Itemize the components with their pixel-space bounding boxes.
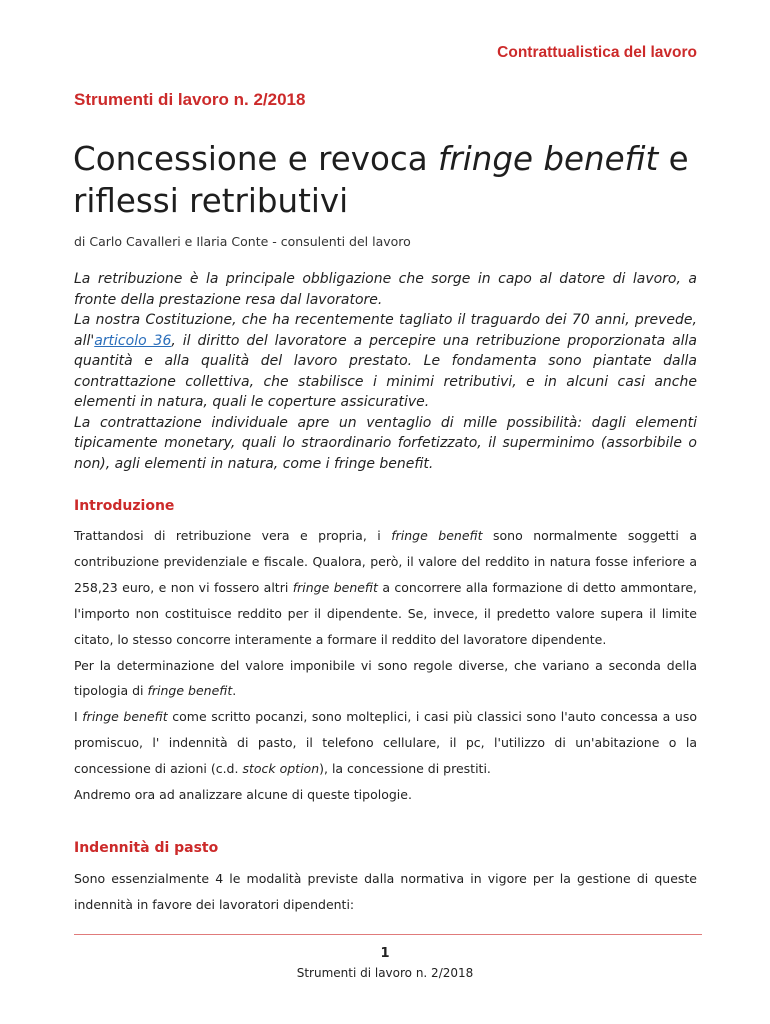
section-label: Contrattualistica del lavoro	[497, 44, 697, 61]
page-title: Concessione e revoca fringe benefit e riflessi retributivi	[73, 140, 689, 220]
paragraph: Per la determinazione del valore imponibile vi sono regole diverse, che variano a seconda della tipologia di fringe benefit.	[74, 657, 697, 699]
page-number: 1	[380, 946, 390, 961]
paragraph: Sono essenzialmente 4 le modalità previste dalla normativa in vigore per la gestione di queste indennità in favore dei lavoratori dipendenti:	[74, 871, 697, 912]
abstract-paragraph: La nostra Costituzione, che ha recentemente tagliato il traguardo dei 70 anni, prevede, all'articolo 36, il diritto del lavoratore a percepire una retribuzione proporzionata alla quantità e alla qualità del lavoro prestato. Le fondamenta sono piantate dalla contrattazione collettiva, che stabilisce i minimi retributivi, e in alcuni casi anche elementi in natura, quali le coperture assicurative.	[74, 312, 698, 410]
paragraph: Andremo ora ad analizzare alcune di queste tipologie.	[74, 787, 412, 803]
paragraph: Trattandosi di retribuzione vera e propria, i fringe benefit sono normalmente soggetti a contribuzione previdenziale e fiscale. Qualora, però, il valore del reddito in natura fosse inferiore a 258,23 euro, e non vi fossero altri fringe benefit a concorrere alla formazione di detto ammontare, l'importo non costituisce reddito per il dipendente. Se, invece, il predetto valore supera il limite citato, lo stesso concorre interamente a formare il reddito del lavoratore dipendente.	[74, 528, 697, 647]
abstract-paragraph: La retribuzione è la principale obbligazione che sorge in capo al datore di lavoro, a fronte della prestazione resa dal lavoratore.	[74, 271, 697, 308]
authors: di Carlo Cavalleri e Ilaria Conte - consulenti del lavoro	[74, 234, 411, 249]
intro-body	[74, 523, 697, 808]
meal-body	[74, 866, 697, 918]
abstract	[74, 269, 697, 474]
paragraph: I fringe benefit come scritto pocanzi, sono molteplici, i casi più classici sono l'auto concessa a uso promiscuo, l' indennità di pasto, il telefono cellulare, il pc, l'utilizzo di un'abitazione o la concessione di azioni (c.d. stock option), la concessione di prestiti.	[74, 709, 697, 777]
meal-heading: Indennità di pasto	[74, 840, 219, 856]
series-label: Strumenti di lavoro n. 2/2018	[74, 90, 306, 109]
footer-text: Strumenti di lavoro n. 2/2018	[296, 966, 474, 980]
abstract-paragraph: La contrattazione individuale apre un ventaglio di mille possibilità: dagli elementi tipicamente monetary, quali lo straordinario forfetizzato, il superminimo (assorbibile o non), agli elementi in natura, come i fringe benefit.	[74, 414, 697, 472]
intro-heading: Introduzione	[74, 498, 175, 514]
footer-divider	[74, 934, 702, 935]
article-36-link[interactable]: articolo 36	[94, 332, 172, 349]
